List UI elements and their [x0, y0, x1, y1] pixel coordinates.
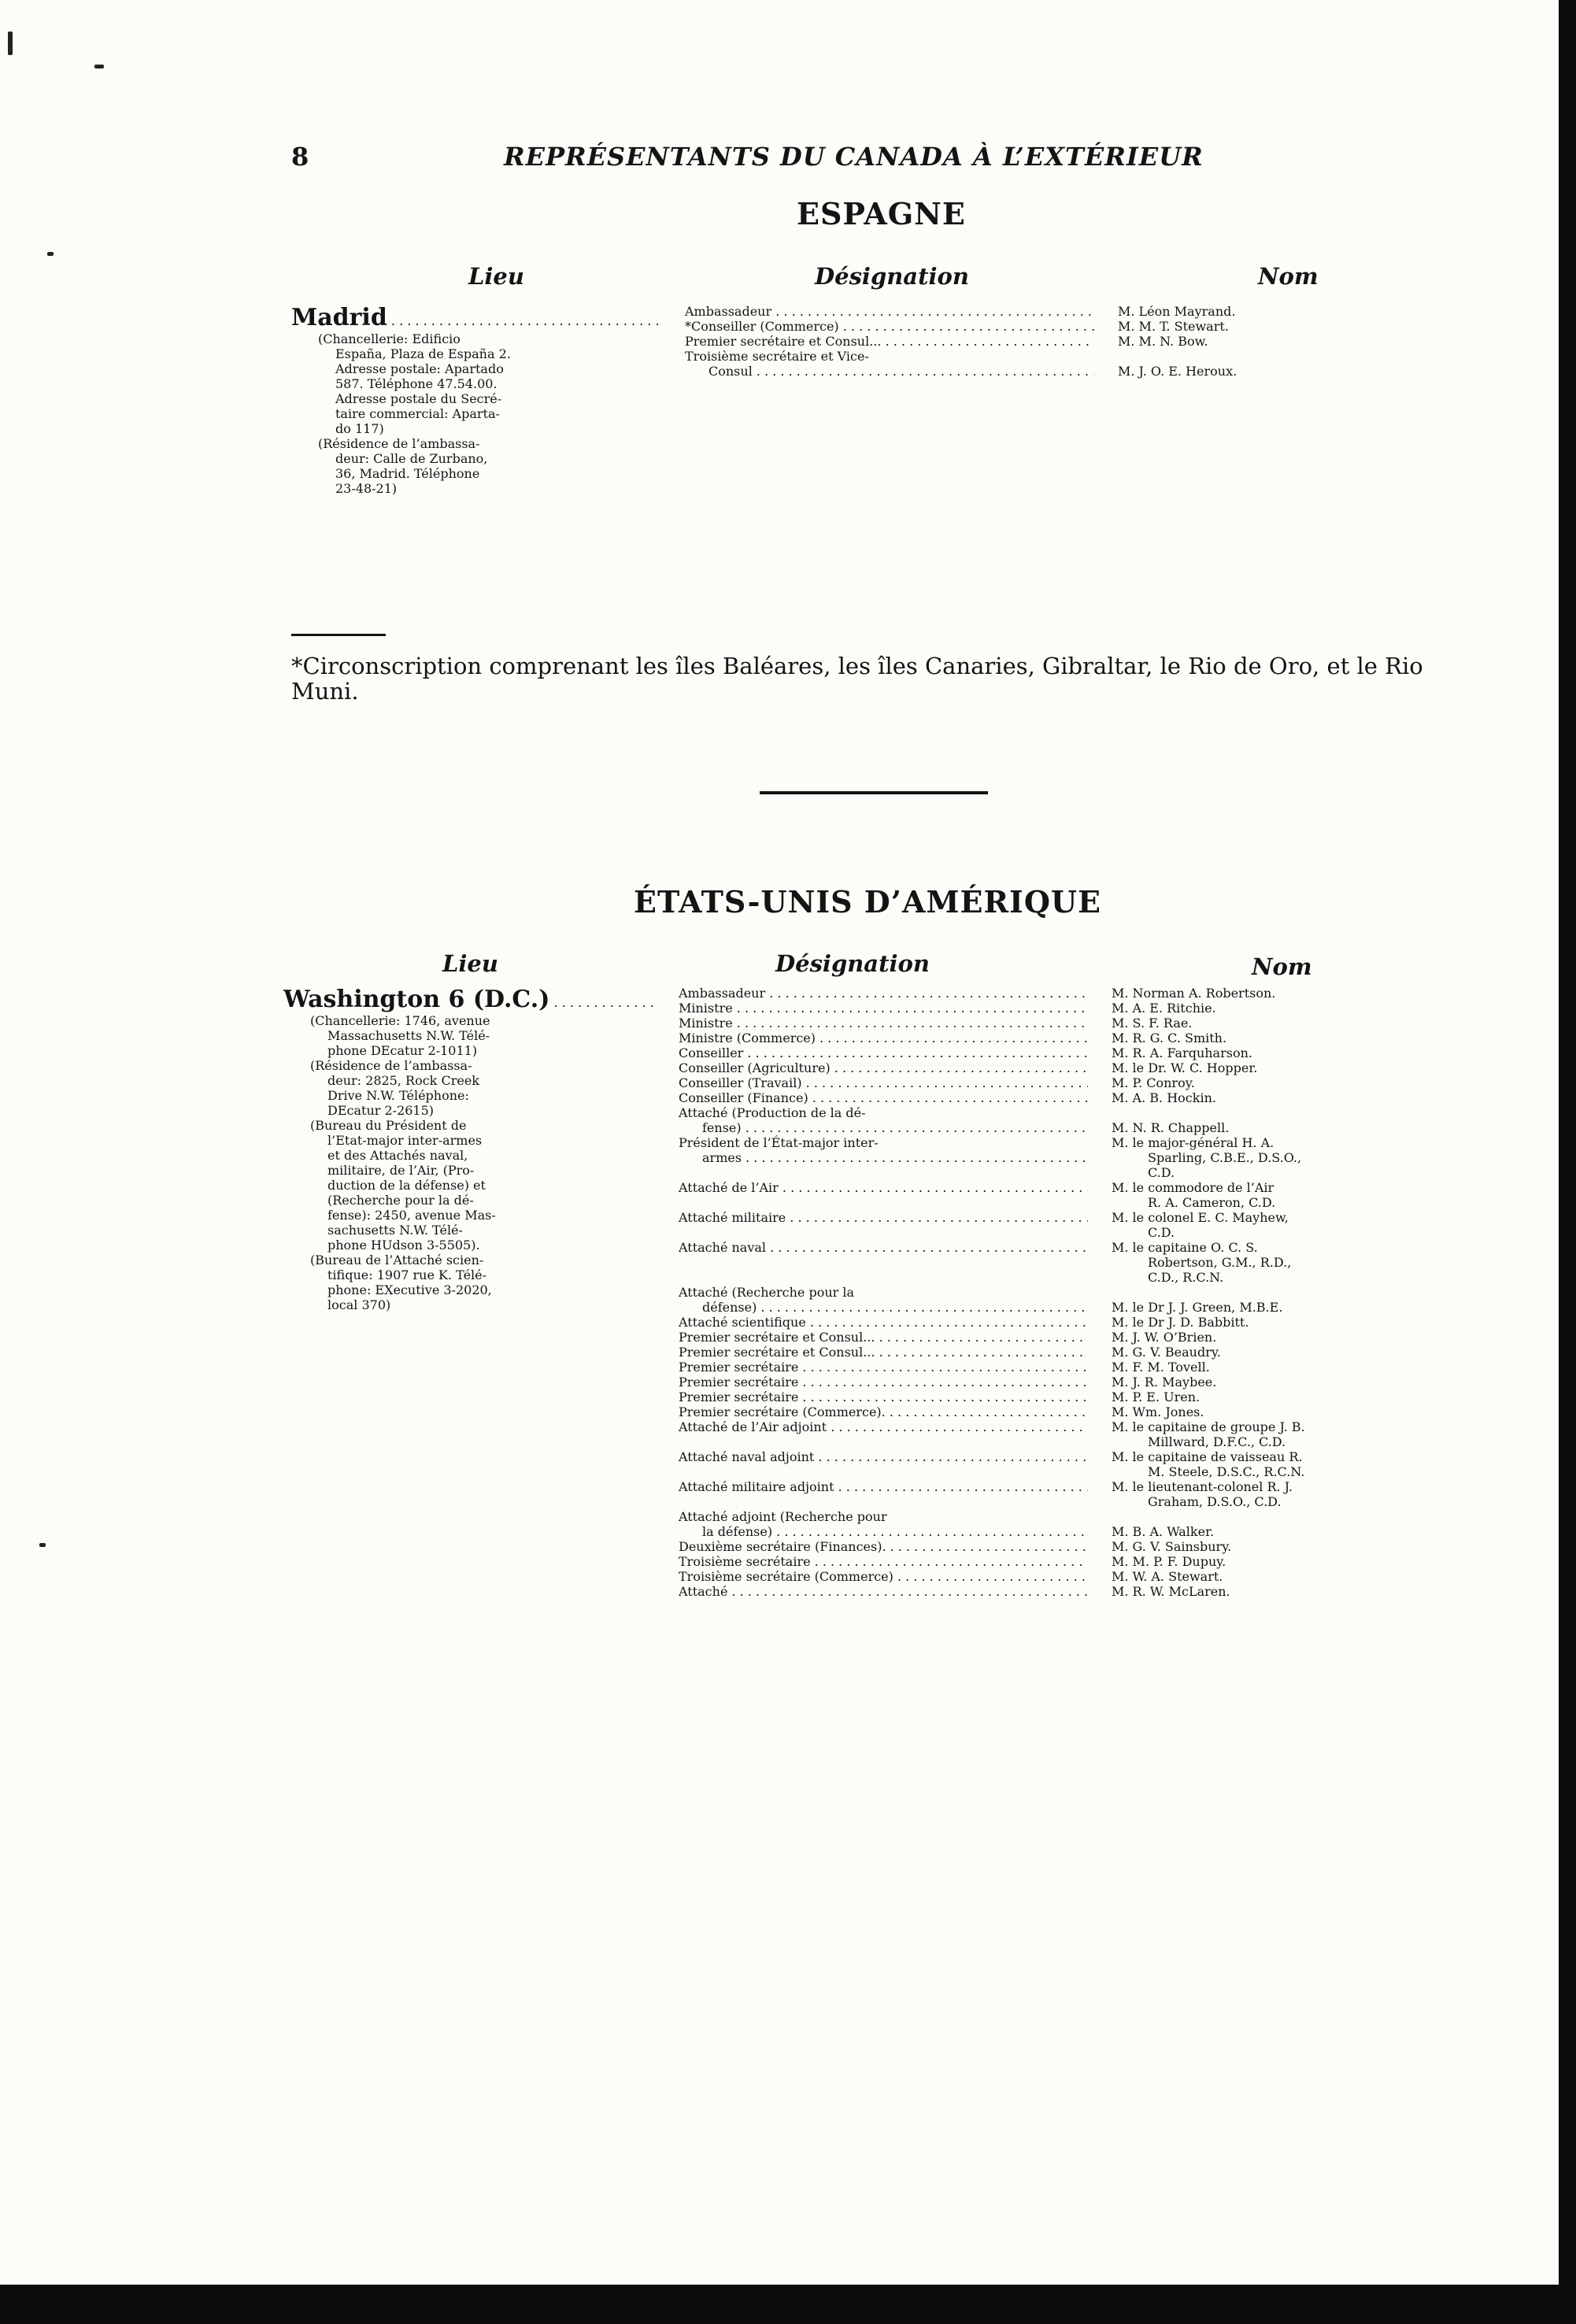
staff-row [679, 1180, 1482, 1210]
staff-row [679, 1449, 1482, 1479]
address-line: (Chancellerie: 1746, avenue [310, 1013, 490, 1028]
name-cell [1088, 1090, 1482, 1105]
designation-text: Troisième secrétaire (Commerce) . . . [679, 1569, 1088, 1584]
name-text: M. W. A. Stewart. [1112, 1569, 1223, 1584]
footnote-rule [291, 634, 386, 636]
designation-cell [679, 1135, 1088, 1165]
designation-cell [679, 1285, 1088, 1315]
designation-text: Conseiller (Agriculture) . . . [679, 1060, 1088, 1075]
address-line: deur: Calle de Zurbano, [335, 451, 488, 466]
designation-text: Attaché adjoint (Recherche pour [679, 1509, 887, 1524]
address-line: (Chancellerie: Edificio [318, 331, 461, 346]
address-line: militaire, de l’Air, (Pro- [327, 1163, 475, 1178]
designation-text: Premier secrétaire . . . [679, 1390, 1088, 1404]
designation-cell [685, 319, 1094, 334]
staff-row [679, 1001, 1482, 1016]
address-line: deur: 2825, Rock Creek [327, 1073, 479, 1088]
address-line: sachusetts N.W. Télé- [327, 1223, 463, 1238]
address-line: phone DEcatur 2-1011) [327, 1043, 478, 1058]
designation-text: Premier secrétaire et Consul... . . . [685, 334, 1094, 349]
name-text: M. M. T. Stewart. [1118, 319, 1229, 334]
designation-text: Attaché militaire . . . [679, 1210, 1088, 1225]
designation-cell [685, 334, 1094, 349]
running-title: REPRÉSENTANTS DU CANADA À L’EXTÉRIEUR [504, 142, 1204, 172]
designation-text: Troisième secrétaire et Vice- [685, 349, 869, 364]
name-text: M. R. W. McLaren. [1112, 1584, 1230, 1599]
scan-edge-bottom [0, 2285, 1576, 2324]
name-text: Robertson, G.M., R.D., [1148, 1255, 1292, 1270]
designation-text: Attaché scientifique . . . [679, 1315, 1088, 1330]
address-line: (Résidence de l’ambassa- [318, 436, 480, 451]
designation-text: Attaché . . . [679, 1584, 1088, 1599]
address-line: phone: EXecutive 3-2020, [327, 1282, 492, 1297]
designation-text: Ambassadeur . . . [679, 986, 1088, 1001]
designation-text: Attaché de l’Air . . . [679, 1180, 1088, 1195]
designation-text: défense) . . . [679, 1300, 1088, 1315]
staff-row [679, 1210, 1482, 1240]
name-text: M. J. R. Maybee. [1112, 1375, 1217, 1390]
name-text: M. G. V. Sainsbury. [1112, 1539, 1232, 1554]
name-text: M. P. E. Uren. [1112, 1390, 1200, 1404]
spain-staff-table [685, 304, 1488, 379]
spain-location-block [291, 304, 661, 496]
designation-cell [679, 1360, 1088, 1375]
address-line: et des Attachés naval, [327, 1148, 468, 1163]
name-text: M. le colonel E. C. Mayhew, [1112, 1210, 1289, 1225]
designation-text: Attaché militaire adjoint . . . [679, 1479, 1088, 1494]
name-cell [1094, 349, 1488, 379]
staff-row [679, 1390, 1482, 1404]
staff-row [679, 1060, 1482, 1075]
name-text: M. N. R. Chappell. [1112, 1120, 1230, 1135]
address-line: Drive N.W. Téléphone: [327, 1088, 469, 1103]
address-line: local 370) [327, 1297, 391, 1312]
address-line: do 117) [335, 421, 384, 436]
name-cell [1088, 1240, 1482, 1285]
designation-cell [679, 1075, 1088, 1090]
designation-cell [679, 1315, 1088, 1330]
address-line: fense): 2450, avenue Mas- [327, 1208, 496, 1223]
name-cell [1088, 1539, 1482, 1554]
staff-row [679, 1375, 1482, 1390]
address-line: Adresse postale du Secré- [335, 391, 502, 406]
name-cell [1088, 986, 1482, 1001]
name-cell [1088, 1285, 1482, 1315]
name-cell [1088, 1060, 1482, 1075]
staff-row [679, 1045, 1482, 1060]
name-cell [1088, 1075, 1482, 1090]
name-text [1112, 1105, 1482, 1120]
name-cell [1088, 1016, 1482, 1031]
section-divider [760, 791, 988, 794]
address-line: 23-48-21) [335, 481, 398, 496]
address-line: taire commercial: Aparta- [335, 406, 500, 421]
name-cell [1088, 1390, 1482, 1404]
designation-text: Attaché naval adjoint . . . [679, 1449, 1088, 1464]
usa-city-line [283, 986, 653, 1013]
designation-text: Deuxième secrétaire (Finances). . . . [679, 1539, 1088, 1554]
designation-text: la défense) . . . [679, 1524, 1088, 1539]
designation-cell [679, 1449, 1088, 1464]
staff-row [679, 1240, 1482, 1285]
designation-text: *Conseiller (Commerce) . . . [685, 319, 1094, 334]
designation-cell [679, 1554, 1088, 1569]
page-number: 8 [291, 142, 309, 172]
address-line: tifique: 1907 rue K. Télé- [327, 1267, 487, 1282]
name-cell [1088, 1479, 1482, 1509]
address-line: 36, Madrid. Téléphone [335, 466, 480, 481]
name-cell [1088, 1404, 1482, 1419]
staff-row [679, 1479, 1482, 1509]
designation-text: Conseiller (Travail) . . . [679, 1075, 1088, 1090]
column-header-designation: Désignation [815, 263, 969, 290]
designation-cell [679, 1180, 1088, 1195]
scan-speck [47, 252, 54, 256]
staff-row [685, 334, 1488, 349]
designation-cell [679, 1509, 1088, 1539]
name-text: M. le Dr J. D. Babbitt. [1112, 1315, 1249, 1330]
name-text: M. R. A. Farquharson. [1112, 1045, 1252, 1060]
address-line: (Bureau du Président de [310, 1118, 467, 1133]
staff-row [679, 1404, 1482, 1419]
designation-text: armes . . . [679, 1150, 1088, 1165]
name-cell [1088, 1210, 1482, 1240]
designation-cell [679, 1045, 1088, 1060]
designation-text: Premier secrétaire . . . [679, 1360, 1088, 1375]
name-text [1112, 1285, 1482, 1300]
staff-row [679, 1090, 1482, 1105]
address-line: (Bureau de l’Attaché scien- [310, 1253, 484, 1267]
staff-row [679, 1075, 1482, 1090]
name-cell [1088, 1375, 1482, 1390]
name-text: Millward, D.F.C., C.D. [1148, 1434, 1286, 1449]
designation-text: Premier secrétaire et Consul... . . . [679, 1345, 1088, 1360]
designation-text: Ministre . . . [679, 1016, 1088, 1031]
designation-cell [679, 1031, 1088, 1045]
name-text: M. le major-général H. A. [1112, 1135, 1274, 1150]
scan-speck [94, 65, 104, 68]
scan-speck [39, 1543, 46, 1547]
designation-text: Consul . . . [685, 364, 1094, 379]
name-text: M. Léon Mayrand. [1118, 304, 1236, 319]
staff-row [679, 1330, 1482, 1345]
section-title-spain: ESPAGNE [797, 196, 966, 231]
name-text: M. B. A. Walker. [1112, 1524, 1215, 1539]
staff-row [679, 1584, 1482, 1599]
designation-cell [679, 1210, 1088, 1225]
address-line: DEcatur 2-2615) [327, 1103, 435, 1118]
designation-text: Attaché (Production de la dé- [679, 1105, 866, 1120]
column-header-nom: Nom [1258, 263, 1319, 290]
name-text: M. le lieutenant-colonel R. J. [1112, 1479, 1293, 1494]
designation-cell [679, 1105, 1088, 1135]
address-line: 587. Téléphone 47.54.00. [335, 376, 498, 391]
name-text: M. A. E. Ritchie. [1112, 1001, 1216, 1016]
staff-row [685, 304, 1488, 319]
designation-text: Ministre . . . [679, 1001, 1088, 1016]
designation-text: Attaché naval . . . [679, 1240, 1088, 1255]
designation-text: Conseiller (Finance) . . . [679, 1090, 1088, 1105]
name-text: C.D. [1148, 1225, 1175, 1240]
designation-text: Attaché de l’Air adjoint . . . [679, 1419, 1088, 1434]
name-cell [1088, 1135, 1482, 1180]
name-cell [1088, 1315, 1482, 1330]
staff-row [679, 1539, 1482, 1554]
name-cell [1088, 1360, 1482, 1375]
column-header-lieu: Lieu [442, 950, 498, 977]
designation-text: fense) . . . [679, 1120, 1088, 1135]
name-text: Sparling, C.B.E., D.S.O., [1148, 1150, 1302, 1165]
staff-row [679, 1554, 1482, 1569]
designation-cell [679, 1479, 1088, 1494]
name-cell [1088, 1449, 1482, 1479]
staff-row [679, 986, 1482, 1001]
usa-staff-table [679, 986, 1482, 1599]
name-text: M. Wm. Jones. [1112, 1404, 1204, 1419]
address-line: España, Plaza de España 2. [335, 346, 511, 361]
name-text: Graham, D.S.O., C.D. [1148, 1494, 1282, 1509]
designation-cell [679, 1375, 1088, 1390]
address-line: duction de la défense) et [327, 1178, 486, 1193]
designation-cell [679, 1584, 1088, 1599]
designation-cell [685, 304, 1094, 319]
name-text: M. M. N. Bow. [1118, 334, 1208, 349]
name-text [1118, 349, 1488, 364]
column-header-lieu: Lieu [468, 263, 524, 290]
designation-text: Ambassadeur . . . [685, 304, 1094, 319]
name-text: M. Steele, D.S.C., R.C.N. [1148, 1464, 1305, 1479]
staff-row [679, 1031, 1482, 1045]
designation-cell [679, 1240, 1088, 1255]
designation-cell [679, 1330, 1088, 1345]
usa-city: Washington 6 (D.C.) [283, 986, 550, 1013]
designation-cell [679, 1016, 1088, 1031]
staff-row [685, 349, 1488, 379]
name-text: M. Norman A. Robertson. [1112, 986, 1276, 1001]
spain-footnote: *Circonscription comprenant les îles Baléares, les îles Canaries, Gibraltar, le Rio de Oro, et le Rio Muni. [291, 653, 1423, 705]
name-text: M. le Dr J. J. Green, M.B.E. [1112, 1300, 1283, 1315]
designation-cell [679, 1090, 1088, 1105]
name-cell [1088, 1105, 1482, 1135]
column-header-nom: Nom [1252, 953, 1312, 980]
name-cell [1094, 304, 1488, 319]
designation-text: Président de l’État-major inter- [679, 1135, 879, 1150]
name-cell [1088, 1330, 1482, 1345]
name-text: M. F. M. Tovell. [1112, 1360, 1210, 1375]
name-text: M. le capitaine de vaisseau R. [1112, 1449, 1303, 1464]
designation-text: Premier secrétaire et Consul... . . . [679, 1330, 1088, 1345]
designation-text: Premier secrétaire . . . [679, 1375, 1088, 1390]
name-cell [1088, 1031, 1482, 1045]
address-line: phone HUdson 3-5505). [327, 1238, 480, 1253]
name-cell [1088, 1509, 1482, 1539]
scan-edge-right [1559, 0, 1576, 2324]
address-line: (Recherche pour la dé- [327, 1193, 474, 1208]
name-cell [1088, 1001, 1482, 1016]
address-line: Adresse postale: Apartado [335, 361, 504, 376]
address-line: l’Etat-major inter-armes [327, 1133, 483, 1148]
designation-cell [679, 1539, 1088, 1554]
name-cell [1088, 1345, 1482, 1360]
name-text: R. A. Cameron, C.D. [1148, 1195, 1276, 1210]
staff-row [679, 1285, 1482, 1315]
staff-row [679, 1419, 1482, 1449]
staff-row [679, 1345, 1482, 1360]
spain-city: Madrid [291, 304, 387, 331]
staff-row [679, 1135, 1482, 1180]
designation-cell [679, 1001, 1088, 1016]
address-line: Massachusetts N.W. Télé- [327, 1028, 490, 1043]
designation-cell [679, 1404, 1088, 1419]
name-text: C.D. [1148, 1165, 1175, 1180]
usa-location-block [283, 986, 653, 1312]
section-title-usa: ÉTATS-UNIS D’AMÉRIQUE [634, 884, 1102, 920]
staff-row [685, 319, 1488, 334]
name-text: M. J. O. E. Heroux. [1118, 364, 1237, 379]
designation-cell [679, 986, 1088, 1001]
name-text: M. M. P. F. Dupuy. [1112, 1554, 1226, 1569]
name-text: M. A. B. Hockin. [1112, 1090, 1216, 1105]
scan-speck [8, 31, 13, 55]
staff-row [679, 1509, 1482, 1539]
name-text: M. le commodore de l’Air [1112, 1180, 1274, 1195]
designation-text: Troisième secrétaire . . . [679, 1554, 1088, 1569]
name-text: M. G. V. Beaudry. [1112, 1345, 1221, 1360]
designation-cell [685, 349, 1094, 379]
name-text: M. J. W. O’Brien. [1112, 1330, 1217, 1345]
name-cell [1088, 1419, 1482, 1449]
designation-cell [679, 1419, 1088, 1434]
name-text: C.D., R.C.N. [1148, 1270, 1224, 1285]
name-text: M. le capitaine de groupe J. B. [1112, 1419, 1305, 1434]
column-header-designation: Désignation [775, 950, 930, 977]
designation-text: Conseiller . . . [679, 1045, 1088, 1060]
designation-text: Premier secrétaire (Commerce). . . . [679, 1404, 1088, 1419]
designation-text: Attaché (Recherche pour la [679, 1285, 855, 1300]
name-cell [1088, 1180, 1482, 1210]
designation-cell [679, 1569, 1088, 1584]
name-cell [1088, 1584, 1482, 1599]
address-line: (Résidence de l’ambassa- [310, 1058, 472, 1073]
spain-city-line [291, 304, 661, 331]
name-text: M. le Dr. W. C. Hopper. [1112, 1060, 1258, 1075]
staff-row [679, 1360, 1482, 1375]
designation-cell [679, 1060, 1088, 1075]
name-text: M. S. F. Rae. [1112, 1016, 1193, 1031]
staff-row [679, 1105, 1482, 1135]
name-text: M. le capitaine O. C. S. [1112, 1240, 1258, 1255]
name-cell [1088, 1554, 1482, 1569]
designation-cell [679, 1345, 1088, 1360]
name-text: M. R. G. C. Smith. [1112, 1031, 1227, 1045]
name-cell [1094, 319, 1488, 334]
staff-row [679, 1569, 1482, 1584]
name-cell [1088, 1045, 1482, 1060]
name-cell [1088, 1569, 1482, 1584]
name-text [1112, 1509, 1482, 1524]
name-text: M. P. Conroy. [1112, 1075, 1195, 1090]
staff-row [679, 1016, 1482, 1031]
name-cell [1094, 334, 1488, 349]
designation-cell [679, 1390, 1088, 1404]
designation-text: Ministre (Commerce) . . . [679, 1031, 1088, 1045]
staff-row [679, 1315, 1482, 1330]
